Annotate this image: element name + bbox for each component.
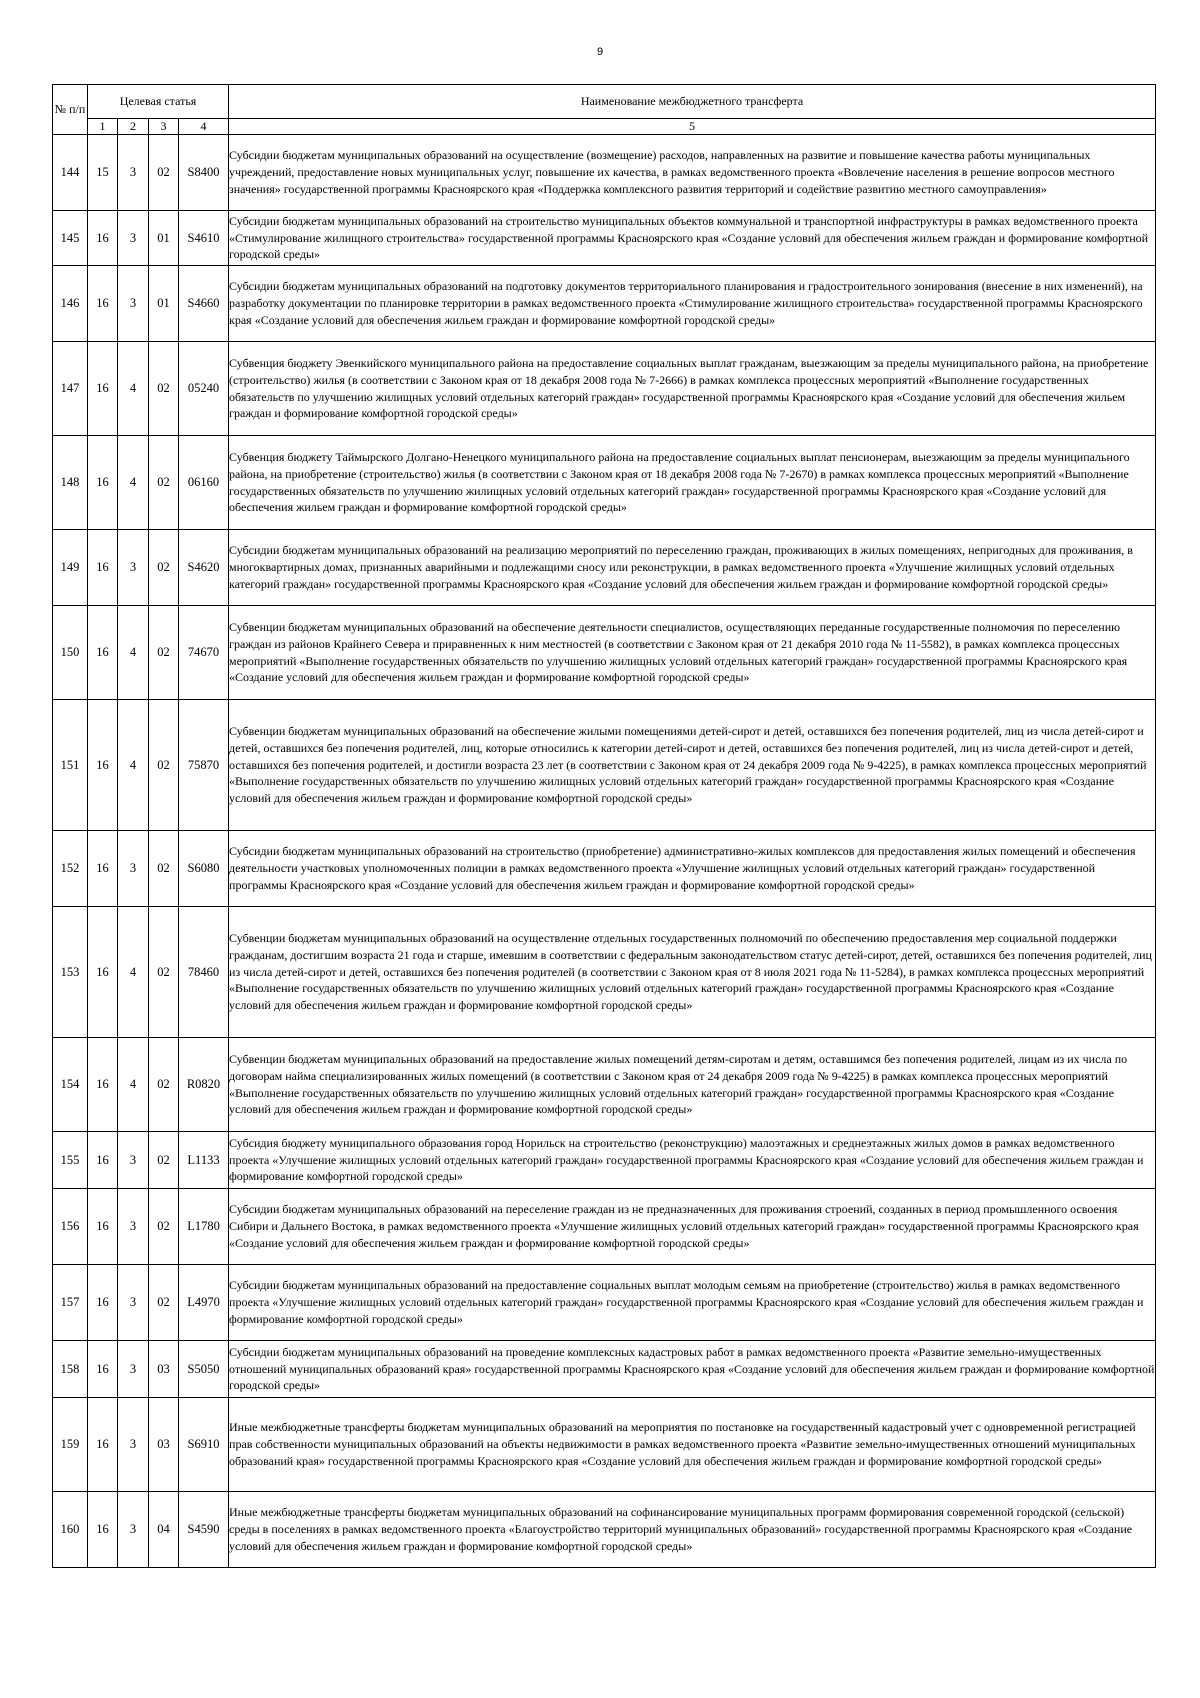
header-name: Наименование межбюджетного трансферта [229,85,1156,119]
header-no: № п/п [53,85,88,135]
row-code-1: 16 [88,831,118,907]
row-description: Субсидия бюджету муниципального образования город Норильск на строительство (реконструкцию) малоэтажных и среднеэтажных жилых домов в рамках ведомственного проекта «Улучшение жилищных условий отдельных категорий граждан» государственной программы Красноярского края «Создание условий для обеспечения жильем граждан и формирование комфортной городской среды» [229,1132,1156,1189]
row-code-1: 16 [88,266,118,342]
table-row [53,606,1156,700]
row-code-4: L1133 [179,1132,229,1189]
row-code-2: 4 [118,436,149,530]
row-number: 144 [53,135,88,211]
row-number: 156 [53,1189,88,1265]
row-code-1: 16 [88,1038,118,1132]
row-code-2: 4 [118,1038,149,1132]
row-code-3: 04 [149,1492,179,1568]
row-number: 148 [53,436,88,530]
row-number: 160 [53,1492,88,1568]
row-description: Субвенции бюджетам муниципальных образований на осуществление отдельных государственных полномочий по обеспечению предоставления мер социальной поддержки гражданам, достигшим возраста 21 года и старше, имевшим в соответствии с федеральным законодательством статус детей-сирот, детей, оставшихся без попечения родителей, лиц из числа детей-сирот и детей, оставшихся без попечения родителей (в соответствии с Законом края от 8 июля 2021 года № 11-5284), в рамках комплекса процессных мероприятий «Выполнение государственных обязательств по улучшению жилищных условий отдельных категорий граждан» государственной программы Красноярского края «Создание условий для обеспечения жильем граждан и формирование комфортной городской среды» [229,907,1156,1038]
row-code-1: 15 [88,135,118,211]
table-row [53,907,1156,1038]
row-code-3: 01 [149,266,179,342]
row-code-4: S6910 [179,1398,229,1492]
row-code-4: 78460 [179,907,229,1038]
row-description: Субсидии бюджетам муниципальных образований на строительство (приобретение) административно-жилых комплексов для предоставления жилых помещений и обеспечения деятельности участковых уполномоченных полиции в рамках ведомственного проекта «Улучшение жилищных условий отдельных категорий граждан» государственной программы Красноярского края «Создание условий для обеспечения жильем граждан и формирование комфортной городской среды» [229,831,1156,907]
row-number: 151 [53,700,88,831]
row-code-2: 3 [118,1189,149,1265]
row-code-1: 16 [88,907,118,1038]
row-code-4: 05240 [179,342,229,436]
row-number: 153 [53,907,88,1038]
row-code-1: 16 [88,700,118,831]
table-row [53,1189,1156,1265]
row-description: Субсидии бюджетам муниципальных образований на строительство муниципальных объектов коммунальной и транспортной инфраструктуры в рамках ведомственного проекта «Стимулирование жилищного строительства» государственной программы Красноярского края «Создание условий для обеспечения жильем граждан и формирование комфортной городской среды» [229,211,1156,266]
row-number: 149 [53,530,88,606]
row-code-2: 3 [118,530,149,606]
row-code-1: 16 [88,436,118,530]
row-code-2: 3 [118,831,149,907]
table-row [53,266,1156,342]
table-row [53,135,1156,211]
row-code-3: 02 [149,342,179,436]
row-description: Иные межбюджетные трансферты бюджетам муниципальных образований на мероприятия по постановке на государственный кадастровый учет с одновременной регистрацией прав собственности муниципальных образований на объекты недвижимости в рамках ведомственного проекта «Развитие земельно-имущественных отношений муниципальных образований края» государственной программы Красноярского края «Создание условий для обеспечения жильем граждан и формирование комфортной городской среды» [229,1398,1156,1492]
transfers-table [52,84,1156,1568]
row-code-2: 3 [118,1492,149,1568]
row-code-4: S4620 [179,530,229,606]
row-code-2: 3 [118,135,149,211]
row-number: 145 [53,211,88,266]
row-code-4: S8400 [179,135,229,211]
row-code-2: 3 [118,1341,149,1398]
row-number: 150 [53,606,88,700]
header-col-5: 5 [229,119,1156,135]
row-code-4: S4610 [179,211,229,266]
row-description: Субвенции бюджетам муниципальных образований на обеспечение деятельности специалистов, осуществляющих переданные государственные полномочия по переселению граждан из районов Крайнего Севера и приравненных к ним местностей (в соответствии с Законом края от 21 декабря 2010 года № 11-5582), в рамках комплекса процессных мероприятий «Выполнение государственных обязательств по улучшению жилищных условий отдельных категорий граждан» государственной программы Красноярского края «Создание условий для обеспечения жильем граждан и формирование комфортной городской среды» [229,606,1156,700]
row-code-2: 3 [118,1398,149,1492]
table-body [53,135,1156,1568]
row-code-3: 02 [149,1265,179,1341]
row-code-4: S6080 [179,831,229,907]
row-code-2: 3 [118,266,149,342]
row-code-4: R0820 [179,1038,229,1132]
row-description: Субсидии бюджетам муниципальных образований на проведение комплексных кадастровых работ в рамках ведомственного проекта «Развитие земельно-имущественных отношений муниципальных образований края» государственной программы Красноярского края «Создание условий для обеспечения жильем граждан и формирование комфортной городской среды» [229,1341,1156,1398]
row-code-4: S4660 [179,266,229,342]
row-description: Субвенция бюджету Таймырского Долгано-Ненецкого муниципального района на предоставление социальных выплат пенсионерам, выезжающим за пределы муниципального района, на приобретение (строительство) жилья (в соответствии с Законом края от 18 декабря 2008 года № 7-2670) в рамках комплекса процессных мероприятий «Выполнение государственных обязательств по улучшению жилищных условий отдельных категорий граждан» государственной программы Красноярского края «Создание условий для обеспечения жильем граждан и формирование комфортной городской среды» [229,436,1156,530]
row-description: Субвенция бюджету Эвенкийского муниципального района на предоставление социальных выплат гражданам, выезжающим за пределы муниципального района, на приобретение (строительство) жилья (в соответствии с Законом края от 18 декабря 2008 года № 7-2666) в рамках комплекса процессных мероприятий «Выполнение государственных обязательств по улучшению жилищных условий отдельных категорий граждан» государственной программы Красноярского края «Создание условий для обеспечения жильем граждан и формирование комфортной городской среды» [229,342,1156,436]
row-code-2: 3 [118,1132,149,1189]
table-row [53,1341,1156,1398]
table-row [53,1265,1156,1341]
row-code-1: 16 [88,1265,118,1341]
row-code-1: 16 [88,1492,118,1568]
row-code-1: 16 [88,1398,118,1492]
row-code-3: 03 [149,1341,179,1398]
row-number: 158 [53,1341,88,1398]
row-code-3: 02 [149,1132,179,1189]
header-target-article: Целевая статья [88,85,229,119]
row-number: 154 [53,1038,88,1132]
row-code-4: 75870 [179,700,229,831]
table-row [53,211,1156,266]
row-code-4: S4590 [179,1492,229,1568]
row-description: Субсидии бюджетам муниципальных образований на осуществление (возмещение) расходов, направленных на развитие и повышение качества работы муниципальных учреждений, предоставление новых муниципальных услуг, повышение их качества, в рамках ведомственного проекта «Вовлечение населения в решение вопросов местного значения» государственной программы Красноярского края «Поддержка комплексного развития территорий и содействие развитию местного самоуправления» [229,135,1156,211]
table-row [53,1398,1156,1492]
row-code-2: 4 [118,342,149,436]
row-code-3: 02 [149,1189,179,1265]
row-code-3: 02 [149,530,179,606]
header-col-3: 3 [149,119,179,135]
row-code-2: 3 [118,1265,149,1341]
row-number: 155 [53,1132,88,1189]
row-code-3: 03 [149,1398,179,1492]
row-description: Иные межбюджетные трансферты бюджетам муниципальных образований на софинансирование муниципальных программ формирования современной городской (сельской) среды в поселениях в рамках ведомственного проекта «Благоустройство территорий муниципальных образований» государственной программы Красноярского края «Создание условий для обеспечения жильем граждан и формирование комфортной городской среды» [229,1492,1156,1568]
table-row [53,1132,1156,1189]
header-col-2: 2 [118,119,149,135]
row-number: 157 [53,1265,88,1341]
table-row [53,436,1156,530]
row-code-4: S5050 [179,1341,229,1398]
row-code-3: 02 [149,135,179,211]
row-code-2: 4 [118,907,149,1038]
row-code-4: L1780 [179,1189,229,1265]
row-number: 159 [53,1398,88,1492]
row-description: Субвенции бюджетам муниципальных образований на обеспечение жилыми помещениями детей-сирот и детей, оставшихся без попечения родителей, лиц из числа детей-сирот и детей, оставшихся без попечения родителей, лиц, которые относились к категории детей-сирот и детей, оставшихся без попечения родителей, лиц из числа детей-сирот и детей, оставшихся без попечения родителей, и достигли возраста 23 лет (в соответствии с Законом края от 24 декабря 2009 года № 9-4225), в рамках комплекса процессных мероприятий «Выполнение государственных обязательств по улучшению жилищных условий отдельных категорий граждан» государственной программы Красноярского края «Создание условий для обеспечения жильем граждан и формирование комфортной городской среды» [229,700,1156,831]
page-number: 9 [596,46,604,58]
row-code-3: 02 [149,606,179,700]
row-code-3: 02 [149,907,179,1038]
row-code-1: 16 [88,1341,118,1398]
table-row [53,700,1156,831]
table-row [53,342,1156,436]
row-description: Субвенции бюджетам муниципальных образований на предоставление жилых помещений детям-сиротам и детям, оставшимся без попечения родителей, лицам из их числа по договорам найма специализированных жилых помещений (в соответствии с Законом края от 24 декабря 2009 года № 9-4225) в рамках комплекса процессных мероприятий «Выполнение государственных обязательств по улучшению жилищных условий отдельных категорий граждан» государственной программы Красноярского края «Создание условий для обеспечения жильем граждан и формирование комфортной городской среды» [229,1038,1156,1132]
header-col-4: 4 [179,119,229,135]
row-description: Субсидии бюджетам муниципальных образований на переселение граждан из не предназначенных для проживания строений, созданных в период промышленного освоения Сибири и Дальнего Востока, в рамках ведомственного проекта «Улучшение жилищных условий отдельных категорий граждан» государственной программы Красноярского края «Создание условий для обеспечения жильем граждан и формирование комфортной городской среды» [229,1189,1156,1265]
row-description: Субсидии бюджетам муниципальных образований на предоставление социальных выплат молодым семьям на приобретение (строительство) жилья в рамках ведомственного проекта «Улучшение жилищных условий отдельных категорий граждан» государственной программы Красноярского края «Создание условий для обеспечения жильем граждан и формирование комфортной городской среды» [229,1265,1156,1341]
row-code-3: 02 [149,700,179,831]
row-code-3: 02 [149,436,179,530]
row-code-4: 74670 [179,606,229,700]
row-code-1: 16 [88,211,118,266]
table-row [53,530,1156,606]
table-row [53,1492,1156,1568]
row-code-3: 02 [149,1038,179,1132]
table-row [53,831,1156,907]
row-code-3: 02 [149,831,179,907]
row-description: Субсидии бюджетам муниципальных образований на реализацию мероприятий по переселению граждан, проживающих в жилых помещениях, непригодных для проживания, в многоквартирных домах, признанных аварийными и подлежащими сносу или реконструкции, в рамках ведомственного проекта «Улучшение жилищных условий отдельных категорий граждан» государственной программы Красноярского края «Создание условий для обеспечения жильем граждан и формирование комфортной городской среды» [229,530,1156,606]
row-code-1: 16 [88,342,118,436]
row-description: Субсидии бюджетам муниципальных образований на подготовку документов территориального планирования и градостроительного зонирования (внесение в них изменений), на разработку документации по планировке территории в рамках ведомственного проекта «Стимулирование жилищного строительства» государственной программы Красноярского края «Создание условий для обеспечения жильем граждан и формирование комфортной городской среды» [229,266,1156,342]
row-number: 147 [53,342,88,436]
header-col-1: 1 [88,119,118,135]
row-code-3: 01 [149,211,179,266]
row-number: 152 [53,831,88,907]
table-row [53,1038,1156,1132]
row-code-4: 06160 [179,436,229,530]
row-code-1: 16 [88,530,118,606]
row-code-1: 16 [88,1132,118,1189]
row-code-2: 4 [118,606,149,700]
row-code-4: L4970 [179,1265,229,1341]
row-code-2: 4 [118,700,149,831]
row-code-2: 3 [118,211,149,266]
row-code-1: 16 [88,1189,118,1265]
row-number: 146 [53,266,88,342]
row-code-1: 16 [88,606,118,700]
